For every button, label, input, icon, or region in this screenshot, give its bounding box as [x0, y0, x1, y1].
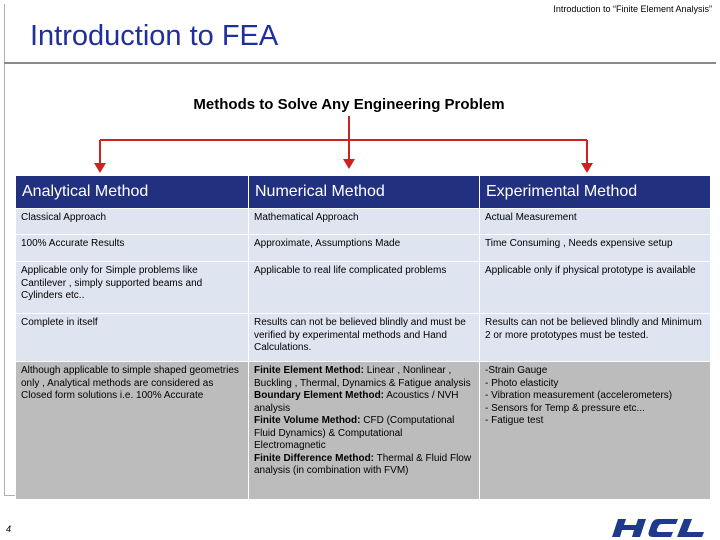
- list-item: - Photo elasticity: [485, 377, 559, 389]
- table-cell: Applicable only for Simple problems like Cantilever , simply supported beams and Cylinders etc..: [16, 262, 249, 314]
- header-analytical-method: Analytical Method: [16, 176, 249, 209]
- left-arrowhead: [94, 163, 106, 173]
- experimental-methods-cell: [480, 362, 711, 500]
- header-note: Introduction to “Finite Element Analysis”: [553, 4, 712, 14]
- slide-subtitle: Methods to Solve Any Engineering Problem: [193, 96, 505, 113]
- table-row: [16, 362, 711, 500]
- page-title: Introduction to FEA: [30, 20, 279, 52]
- table-row: [16, 314, 711, 362]
- table-row: [16, 262, 711, 314]
- table-cell: Results can not be believed blindly and Minimum 2 or more prototypes must be tested.: [480, 314, 711, 362]
- method-label: Boundary Element Method:: [254, 390, 385, 401]
- table-row: [16, 235, 711, 262]
- method-label: Finite Element Method:: [254, 365, 364, 376]
- method-description: Thermal & Fluid Flow analysis (in combination with FVM): [254, 452, 472, 476]
- method-description: Acoustics / NVH analysis: [254, 390, 459, 414]
- list-item: - Fatigue test: [485, 415, 544, 426]
- hcl-logo: [612, 516, 716, 540]
- page-number: 4: [6, 524, 12, 534]
- table-cell: Complete in itself: [16, 314, 249, 362]
- numerical-methods-cell: [249, 362, 480, 500]
- list-item: - Vibration measurement (accelerometers): [485, 390, 673, 401]
- table-cell: Mathematical Approach: [249, 209, 480, 235]
- table-cell: Although applicable to simple shaped geometries only , Analytical methods are considered as Closed form solutions i.e. 100% Accurate: [16, 362, 249, 500]
- header-numerical-method: Numerical Method: [249, 176, 480, 209]
- table-cell: Approximate, Assumptions Made: [249, 235, 480, 262]
- table-cell: Time Consuming , Needs expensive setup: [480, 235, 711, 262]
- list-item: -Strain Gauge: [485, 365, 548, 376]
- table-cell: Classical Approach: [16, 209, 249, 235]
- method-label: Finite Difference Method:: [254, 452, 375, 464]
- table-cell: 100% Accurate Results: [16, 235, 249, 262]
- methods-comparison-table: [15, 175, 711, 500]
- list-item: - Sensors for Temp & pressure etc...: [485, 402, 645, 414]
- table-cell: Results can not be believed blindly and must be verified by experimental methods and Hand Calculations.: [249, 314, 480, 362]
- header-experimental-method: Experimental Method: [480, 176, 711, 209]
- table-cell: Applicable to real life complicated problems: [249, 262, 480, 314]
- center-arrowhead: [343, 159, 355, 169]
- right-arrowhead: [581, 163, 593, 173]
- method-label: Finite Volume Method:: [254, 415, 361, 426]
- table-cell: Actual Measurement: [480, 209, 711, 235]
- table-cell: Applicable only if physical prototype is available: [480, 262, 711, 314]
- method-description: CFD (Computational Fluid Dynamics) & Computational Electromagnetic: [254, 415, 455, 451]
- table-header-row: [16, 176, 711, 209]
- method-description: Linear , Nonlinear , Buckling , Thermal, Dynamics & Fatigue analysis: [254, 365, 471, 389]
- table-row: [16, 209, 711, 235]
